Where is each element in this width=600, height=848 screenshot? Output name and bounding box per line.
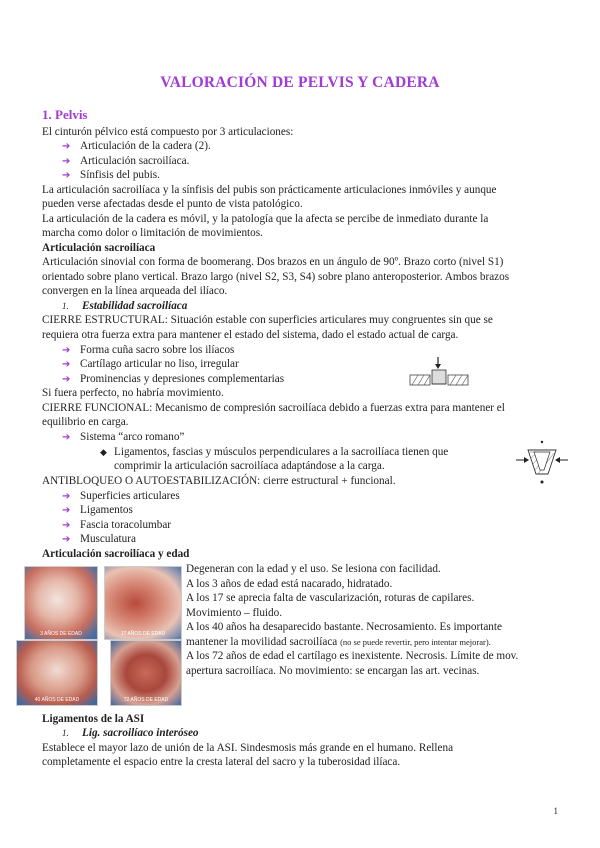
paragraph: CIERRE FUNCIONAL: Mecanismo de compresión sacroilíaca debido a fuerzas extra para mantener el (42, 402, 505, 414)
arrow-icon: ➔ (62, 156, 71, 167)
paragraph: equilibrio en carga. (42, 416, 129, 428)
paragraph: marcha como dolor o limitación de movimientos. (42, 227, 263, 239)
paragraph: La articulación de la cadera es móvil, y la patología que la afecta se percibe de inmediato durante la (42, 213, 489, 225)
structural-closure-diagram (408, 357, 472, 391)
paragraph: ANTIBLOQUEO O AUTOESTABILIZACIÓN: cierre estructural + funcional. (42, 475, 396, 487)
list-item: ➔ Prominencias y depresiones complementarias (62, 373, 285, 385)
paragraph: Movimiento – fluido. (186, 607, 283, 619)
subsection-heading: Ligamentos de la ASI (42, 713, 145, 725)
list-item: ➔ Sínfisis del pubis. (62, 169, 160, 181)
list-item: ➔ Articulación sacroilíaca. (62, 155, 190, 167)
paragraph: pueden verse afectadas desde el punto de vista patológico. (42, 198, 303, 210)
diamond-bullet-icon: ◆ (100, 447, 107, 457)
page-title: VALORACIÓN DE PELVIS Y CADERA (160, 74, 440, 91)
arrow-icon: ➔ (62, 505, 71, 516)
paragraph: Articulación sinovial con forma de boomerang. Dos brazos en un ángulo de 90º. Brazo corto (nivel S1) (42, 256, 504, 268)
photo-3-years: 3 AÑOS DE EDAD (24, 566, 98, 640)
arrow-icon: ➔ (62, 534, 71, 545)
subsection-heading: Articulación sacroilíaca (42, 242, 156, 254)
paragraph: La articulación sacroilíaca y la sínfisis del pubis son prácticamente articulaciones inmóviles y aunque (42, 184, 497, 196)
numbered-subheading: 1. Estabilidad sacroilíaca (62, 300, 188, 312)
numbered-subheading: 1. Lig. sacroilíaco interóseo (62, 727, 199, 739)
paragraph: A los 17 se aprecia falta de vascularización, roturas de capilares. (186, 592, 475, 604)
paragraph: Establece el mayor lazo de unión de la ASI. Sindesmosis más grande en el humano. Rellena (42, 742, 454, 754)
list-item: ◆ Ligamentos, fascias y músculos perpendiculares a la sacroilíaca tienen que (100, 446, 449, 458)
subsection-heading: Articulación sacroilíaca y edad (42, 548, 190, 560)
list-item: ➔ Sistema “arco romano” (62, 431, 185, 443)
list-item: ➔ Articulación de la cadera (2). (62, 140, 211, 152)
page-number: 1 (553, 806, 558, 816)
paragraph: A los 72 años de edad el cartílago es inexistente. Necrosis. Límite de mov. (186, 650, 519, 662)
arrow-icon: ➔ (62, 359, 71, 370)
paragraph: mantener la movilidad sacroilíaca (no se puede revertir, pero intentar mejorar). (186, 636, 491, 648)
functional-closure-diagram (516, 438, 568, 486)
arrow-icon: ➔ (62, 345, 71, 356)
list-item: ➔ Forma cuña sacro sobre los ilíacos (62, 344, 235, 356)
section-heading-pelvis: 1. Pelvis (42, 107, 88, 122)
paragraph: requiera otra fuerza extra para mantener el estado del sistema, dado el estado actual de carga. (42, 329, 459, 341)
arrow-icon: ➔ (62, 432, 71, 443)
paragraph: completamente el espacio entre la cresta lateral del sacro y la tuberosidad ilíaca. (42, 756, 401, 768)
photo-17-years: 17 AÑOS DE EDAD (104, 566, 182, 640)
paragraph: comprimir la articulación sacroilíaca adaptándose a la carga. (114, 460, 385, 472)
list-item: ➔ Superficies articulares (62, 490, 180, 502)
arrow-icon: ➔ (62, 141, 71, 152)
list-item: ➔ Musculatura (62, 533, 136, 545)
paragraph: orientado sobre plano vertical. Brazo largo (nivel S2, S3, S4) sobre plano anteroposterior. Ambos brazos (42, 271, 510, 283)
list-item: ➔ Fascia toracolumbar (62, 519, 172, 531)
paragraph: CIERRE ESTRUCTURAL: Situación estable con superficies articulares muy congruentes sin que se (42, 314, 493, 326)
paragraph: A los 40 años ha desaparecido bastante. Necrosamiento. Es importante (186, 621, 502, 633)
paragraph: convergen en la línea arqueada del ilíaco. (42, 285, 228, 297)
arrow-icon: ➔ (62, 374, 71, 385)
photo-72-years: 72 AÑOS DE EDAD (110, 640, 182, 706)
paragraph: Degeneran con la edad y el uso. Se lesiona con facilidad. (186, 563, 441, 575)
paragraph: A los 3 años de edad está nacarado, hidratado. (186, 578, 393, 590)
list-item: ➔ Cartílago articular no liso, irregular (62, 358, 239, 370)
paragraph: apertura sacroilíaca. No movimiento: se encargan las art. vecinas. (186, 665, 480, 677)
photo-40-years: 40 AÑOS DE EDAD (16, 640, 98, 706)
arrow-icon: ➔ (62, 520, 71, 531)
paragraph: Si fuera perfecto, no habría movimiento. (42, 387, 224, 399)
arrow-icon: ➔ (62, 170, 71, 181)
arrow-icon: ➔ (62, 491, 71, 502)
list-item: ➔ Ligamentos (62, 504, 133, 516)
intro-text: El cinturón pélvico está compuesto por 3 articulaciones: (42, 126, 294, 138)
